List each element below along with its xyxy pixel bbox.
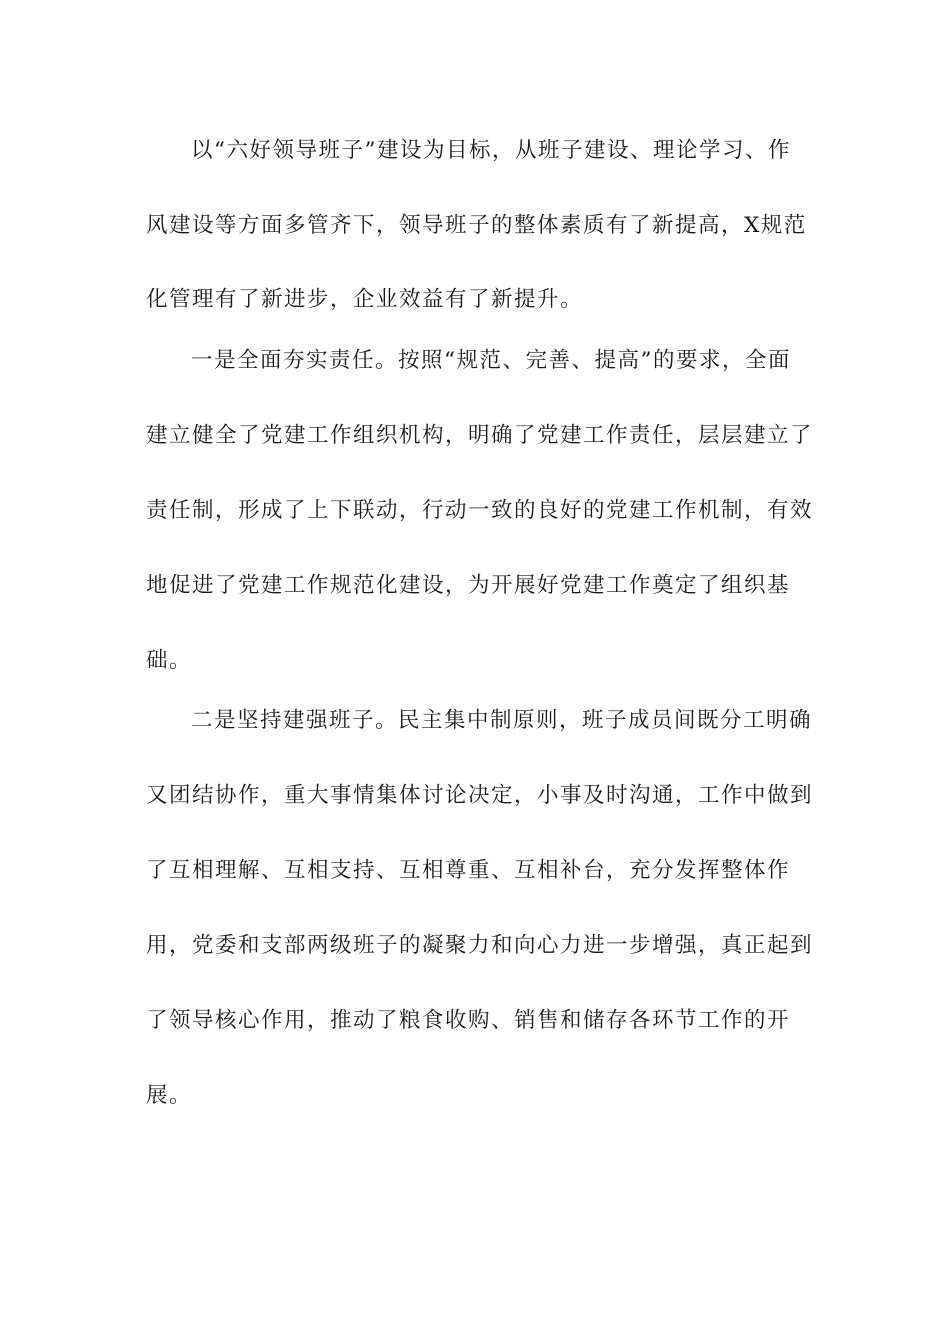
paragraph-3-line-3: 了互相理解、互相支持、互相尊重、互相补台，充分发挥整体作 [146, 858, 791, 883]
paragraph-1-line-1: 以“六好领导班子”建设为目标，从班子建设、理论学习、作 [191, 138, 791, 163]
paragraph-1-line-2: 风建设等方面多管齐下，领导班子的整体素质有了新提高，X规范 [146, 213, 807, 238]
paragraph-3-line-6: 展。 [146, 1083, 193, 1108]
paragraph-3-line-1: 二是坚持建强班子。民主集中制原则，班子成员间既分工明确 [191, 708, 813, 733]
paragraph-2-line-3: 责任制，形成了上下联动，行动一致的良好的党建工作机制，有效 [146, 498, 814, 523]
paragraph-2-line-4: 地促进了党建工作规范化建设，为开展好党建工作奠定了组织基 [146, 573, 791, 598]
paragraph-3-line-4: 用，党委和支部两级班子的凝聚力和向心力进一步增强，真正起到 [146, 933, 814, 958]
paragraph-2-line-1: 一是全面夯实责任。按照“规范、完善、提高”的要求，全面 [191, 348, 791, 373]
paragraph-2-line-5: 础。 [146, 648, 193, 673]
paragraph-1-line-3: 化管理有了新进步，企业效益有了新提升。 [146, 287, 584, 312]
paragraph-3-line-5: 了领导核心作用，推动了粮食收购、销售和储存各环节工作的开 [146, 1008, 791, 1033]
paragraph-3-line-2: 又团结协作，重大事情集体讨论决定，小事及时沟通，工作中做到 [146, 783, 814, 808]
paragraph-2-line-2: 建立健全了党建工作组织机构，明确了党建工作责任，层层建立了 [146, 423, 814, 448]
